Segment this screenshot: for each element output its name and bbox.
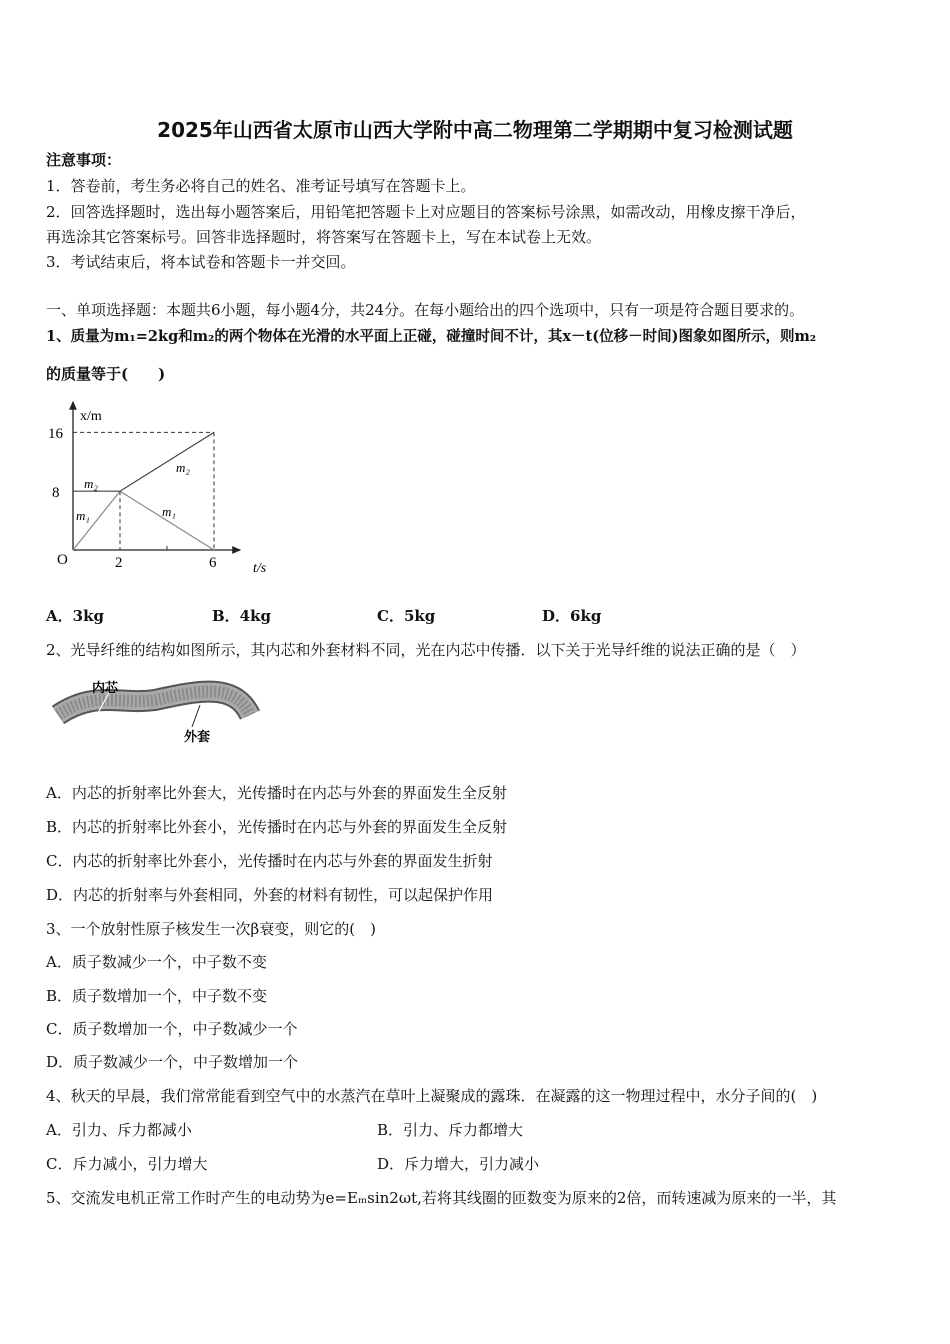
q4-option-b[interactable]: B．引力、斥力都增大 <box>377 1121 524 1139</box>
q4-option-a[interactable]: A．引力、斥力都减小 <box>46 1121 192 1139</box>
origin-label: O <box>57 552 68 568</box>
y-axis-label: x/m <box>80 409 102 424</box>
q1-option-b[interactable]: B．4kg <box>212 607 271 625</box>
q2-option-a[interactable]: A．内芯的折射率比外套大，光传播时在内芯与外套的界面发生全反射 <box>46 784 507 802</box>
q3-option-a[interactable]: A．质子数减少一个，中子数不变 <box>46 953 267 971</box>
notice-item: 3．考试结束后，将本试卷和答题卡一并交回。 <box>46 253 356 271</box>
q2-option-d[interactable]: D．内芯的折射率与外套相同，外套的材料有韧性，可以起保护作用 <box>46 886 494 904</box>
page-title: 2025年山西省太原市山西大学附中高二物理第二学期期中复习检测试题 <box>157 118 793 142</box>
q3-option-d[interactable]: D．质子数减少一个，中子数增加一个 <box>46 1053 299 1071</box>
y-tick-8: 8 <box>52 485 60 501</box>
q1-stem: 1、质量为m₁=2kg和m₂的两个物体在光滑的水平面上正碰，碰撞时间不计，其x－t(位移－时间)图象如图所示，则m₂ <box>46 328 817 345</box>
notice-item: 再选涂其它答案标号。回答非选择题时，将答案写在答题卡上，写在本试卷上无效。 <box>46 228 602 246</box>
q2-option-b[interactable]: B．内芯的折射率比外套小，光传播时在内芯与外套的界面发生全反射 <box>46 818 508 836</box>
label-m2-rise: m₂ <box>176 460 190 475</box>
q4-option-d[interactable]: D．斥力增大，引力减小 <box>377 1155 540 1173</box>
label-m1-rise: m₁ <box>76 508 90 523</box>
q1-stem-cont: 的质量等于( ) <box>46 365 166 383</box>
x-axis-label: t/s <box>253 561 267 576</box>
q1-option-d[interactable]: D．6kg <box>542 607 602 625</box>
q4-option-c[interactable]: C．斥力减小，引力增大 <box>46 1155 208 1173</box>
q2-stem: 2、光导纤维的结构如图所示，其内芯和外套材料不同，光在内芯中传播．以下关于光导纤维的说法正确的是（ ） <box>46 641 806 659</box>
inner-core-label: 内芯 <box>92 680 119 695</box>
q1-xt-graph <box>40 390 300 580</box>
q4-stem: 4、秋天的早晨，我们常常能看到空气中的水蒸汽在草叶上凝聚成的露珠．在凝露的这一物理过程中，水分子间的( ) <box>46 1087 818 1105</box>
y-tick-16: 16 <box>48 426 63 442</box>
section-heading: 一、单项选择题：本题共6小题，每小题4分，共24分。在每小题给出的四个选项中，只有一项是符合题目要求的。 <box>46 301 805 319</box>
notice-item: 2．回答选择题时，选出每小题答案后，用铅笔把答题卡上对应题目的答案标号涂黑，如需改动，用橡皮擦干净后， <box>46 203 806 221</box>
x-tick-6: 6 <box>209 555 217 571</box>
label-m2-flat: m₂ <box>84 476 98 491</box>
notice-item: 1．答卷前，考生务必将自己的姓名、准考证号填写在答题卡上。 <box>46 177 476 195</box>
series-m1 <box>73 491 214 550</box>
q5-stem: 5、交流发电机正常工作时产生的电动势为e=Eₘsin2ωt,若将其线圈的匝数变为原来的2倍，而转速减为原来的一半，其 <box>46 1189 837 1207</box>
q1-option-a[interactable]: A．3kg <box>46 607 104 625</box>
q3-option-c[interactable]: C．质子数增加一个，中子数减少一个 <box>46 1020 298 1038</box>
label-m1-fall: m₁ <box>162 504 176 519</box>
x-tick-2: 2 <box>115 555 123 571</box>
q1-option-c[interactable]: C．5kg <box>377 607 436 625</box>
q3-stem: 3、一个放射性原子核发生一次β衰变，则它的( ) <box>46 920 376 938</box>
q3-option-b[interactable]: B．质子数增加一个，中子数不变 <box>46 987 268 1005</box>
optical-fiber-figure <box>50 675 265 750</box>
outer-cladding-label: 外套 <box>184 729 211 744</box>
notice-heading: 注意事项： <box>46 151 122 169</box>
q2-option-c[interactable]: C．内芯的折射率比外套小，光传播时在内芯与外套的界面发生折射 <box>46 852 493 870</box>
